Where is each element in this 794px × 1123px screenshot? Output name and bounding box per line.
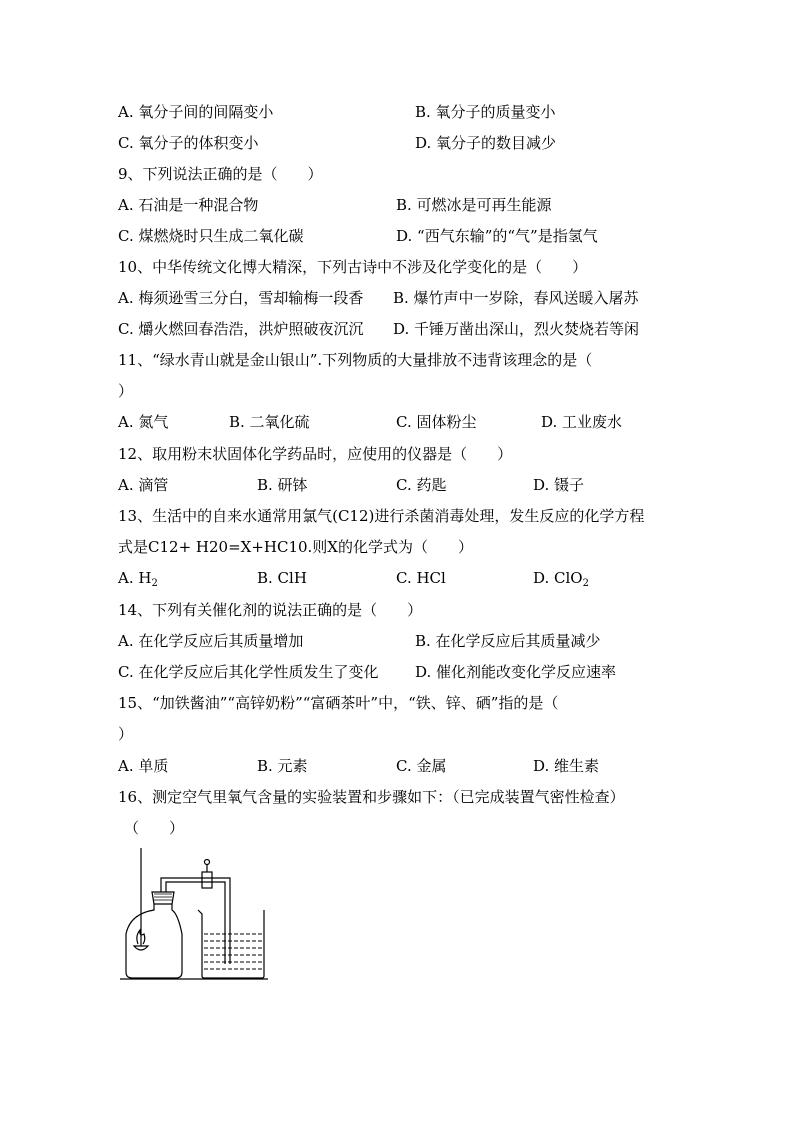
q15-stem: 15、“加铁酱油”“高锌奶粉”“富硒茶叶”中，“铁、锌、硒”指的是（: [118, 694, 559, 712]
q13-option-c: C. HCl: [396, 569, 446, 587]
q11-option-c: C. 固体粉尘: [396, 413, 477, 431]
clamp-knob: [205, 860, 210, 865]
q10-option-a: A. 梅须逊雪三分白，雪却输梅一段香: [118, 289, 364, 307]
q9-stem: 9、下列说法正确的是（ ）: [118, 165, 323, 183]
q13-option-a: [118, 568, 158, 588]
q10-stem: 10、中华传统文化博大精深，下列古诗中不涉及化学变化的是（ ）: [118, 258, 588, 276]
combustion-spoon: [134, 946, 148, 950]
q15-stem-continued: ）: [118, 725, 134, 743]
q8-option-b: B. 氧分子的质量变小: [415, 103, 556, 121]
q9-option-d: D. “西气东输”的“气”是指氢气: [396, 227, 598, 245]
q12-option-c: C. 药匙: [396, 476, 447, 494]
q13-option-d-text: D. ClO: [533, 569, 583, 587]
q12-option-d: D. 镊子: [533, 476, 585, 494]
q14-stem: 14、下列有关催化剂的说法正确的是（ ）: [118, 601, 423, 619]
q13-option-a-text: A. H: [118, 569, 152, 587]
q11-option-b: B. 二氧化硫: [229, 413, 310, 431]
stopper-ridges: [154, 894, 172, 900]
q10-option-c: C. 爝火燃回春浩浩，洪炉照破夜沉沉: [118, 320, 364, 338]
q15-option-b: B. 元素: [257, 757, 308, 775]
beaker: [198, 910, 264, 978]
q11-option-a: A. 氮气: [118, 413, 169, 431]
q16-stem-continued: （ ）: [124, 819, 185, 837]
q15-option-c: C. 金属: [396, 757, 447, 775]
q8-option-c: C. 氧分子的体积变小: [118, 134, 259, 152]
q13-option-a-subscript: 2: [151, 578, 158, 589]
q13-option-d: [533, 568, 589, 588]
q14-option-c: C. 在化学反应后其化学性质发生了变化: [118, 663, 379, 681]
gas-collecting-jar: [126, 904, 182, 978]
q11-option-d: D. 工业废水: [541, 413, 623, 431]
q12-option-a: A. 滴管: [118, 476, 169, 494]
q12-option-b: B. 研钵: [257, 476, 308, 494]
q8-option-d: D. 氧分子的数目减少: [415, 134, 557, 152]
q11-stem: 11、“绿水青山就是金山银山”.下列物质的大量排放不违背该理念的是（: [118, 351, 593, 369]
q13-stem-continued: 式是C12+ H20=X+HC10.则X的化学式为（ ）: [118, 538, 473, 556]
q9-option-b: B. 可燃冰是可再生能源: [396, 196, 552, 214]
q8-option-a: A. 氧分子间的间隔变小: [118, 103, 274, 121]
q13-option-b: B. ClH: [257, 569, 307, 587]
q16-stem: 16、测定空气里氧气含量的实验装置和步骤如下：（已完成装置气密性检查）: [118, 788, 625, 806]
q15-option-a: A. 单质: [118, 757, 169, 775]
q9-option-c: C. 煤燃烧时只生成二氧化碳: [118, 227, 304, 245]
q11-stem-continued: ）: [118, 382, 134, 400]
oxygen-measurement-apparatus-figure: [118, 842, 278, 988]
connecting-tube-inner: [166, 882, 225, 964]
q14-option-a: A. 在化学反应后其质量增加: [118, 632, 304, 650]
q14-option-d: D. 催化剂能改变化学反应速率: [415, 663, 617, 681]
q10-option-b: B. 爆竹声中一岁除，春风送暖入屠苏: [393, 289, 639, 307]
q13-option-d-subscript: 2: [582, 578, 589, 589]
q14-option-b: B. 在化学反应后其质量减少: [415, 632, 601, 650]
q10-option-d: D. 千锤万凿出深山，烈火焚烧若等闲: [393, 320, 640, 338]
q13-stem: 13、生活中的自来水通常用氯气(C12)进行杀菌消毒处理，发生反应的化学方程: [118, 507, 645, 525]
q12-stem: 12、取用粉末状固体化学药品时，应使用的仪器是（ ）: [118, 445, 513, 463]
spring-clamp: [202, 872, 212, 888]
water: [204, 934, 262, 969]
q9-option-a: A. 石油是一种混合物: [118, 196, 259, 214]
connecting-tube: [161, 878, 230, 964]
q15-option-d: D. 维生素: [533, 757, 600, 775]
